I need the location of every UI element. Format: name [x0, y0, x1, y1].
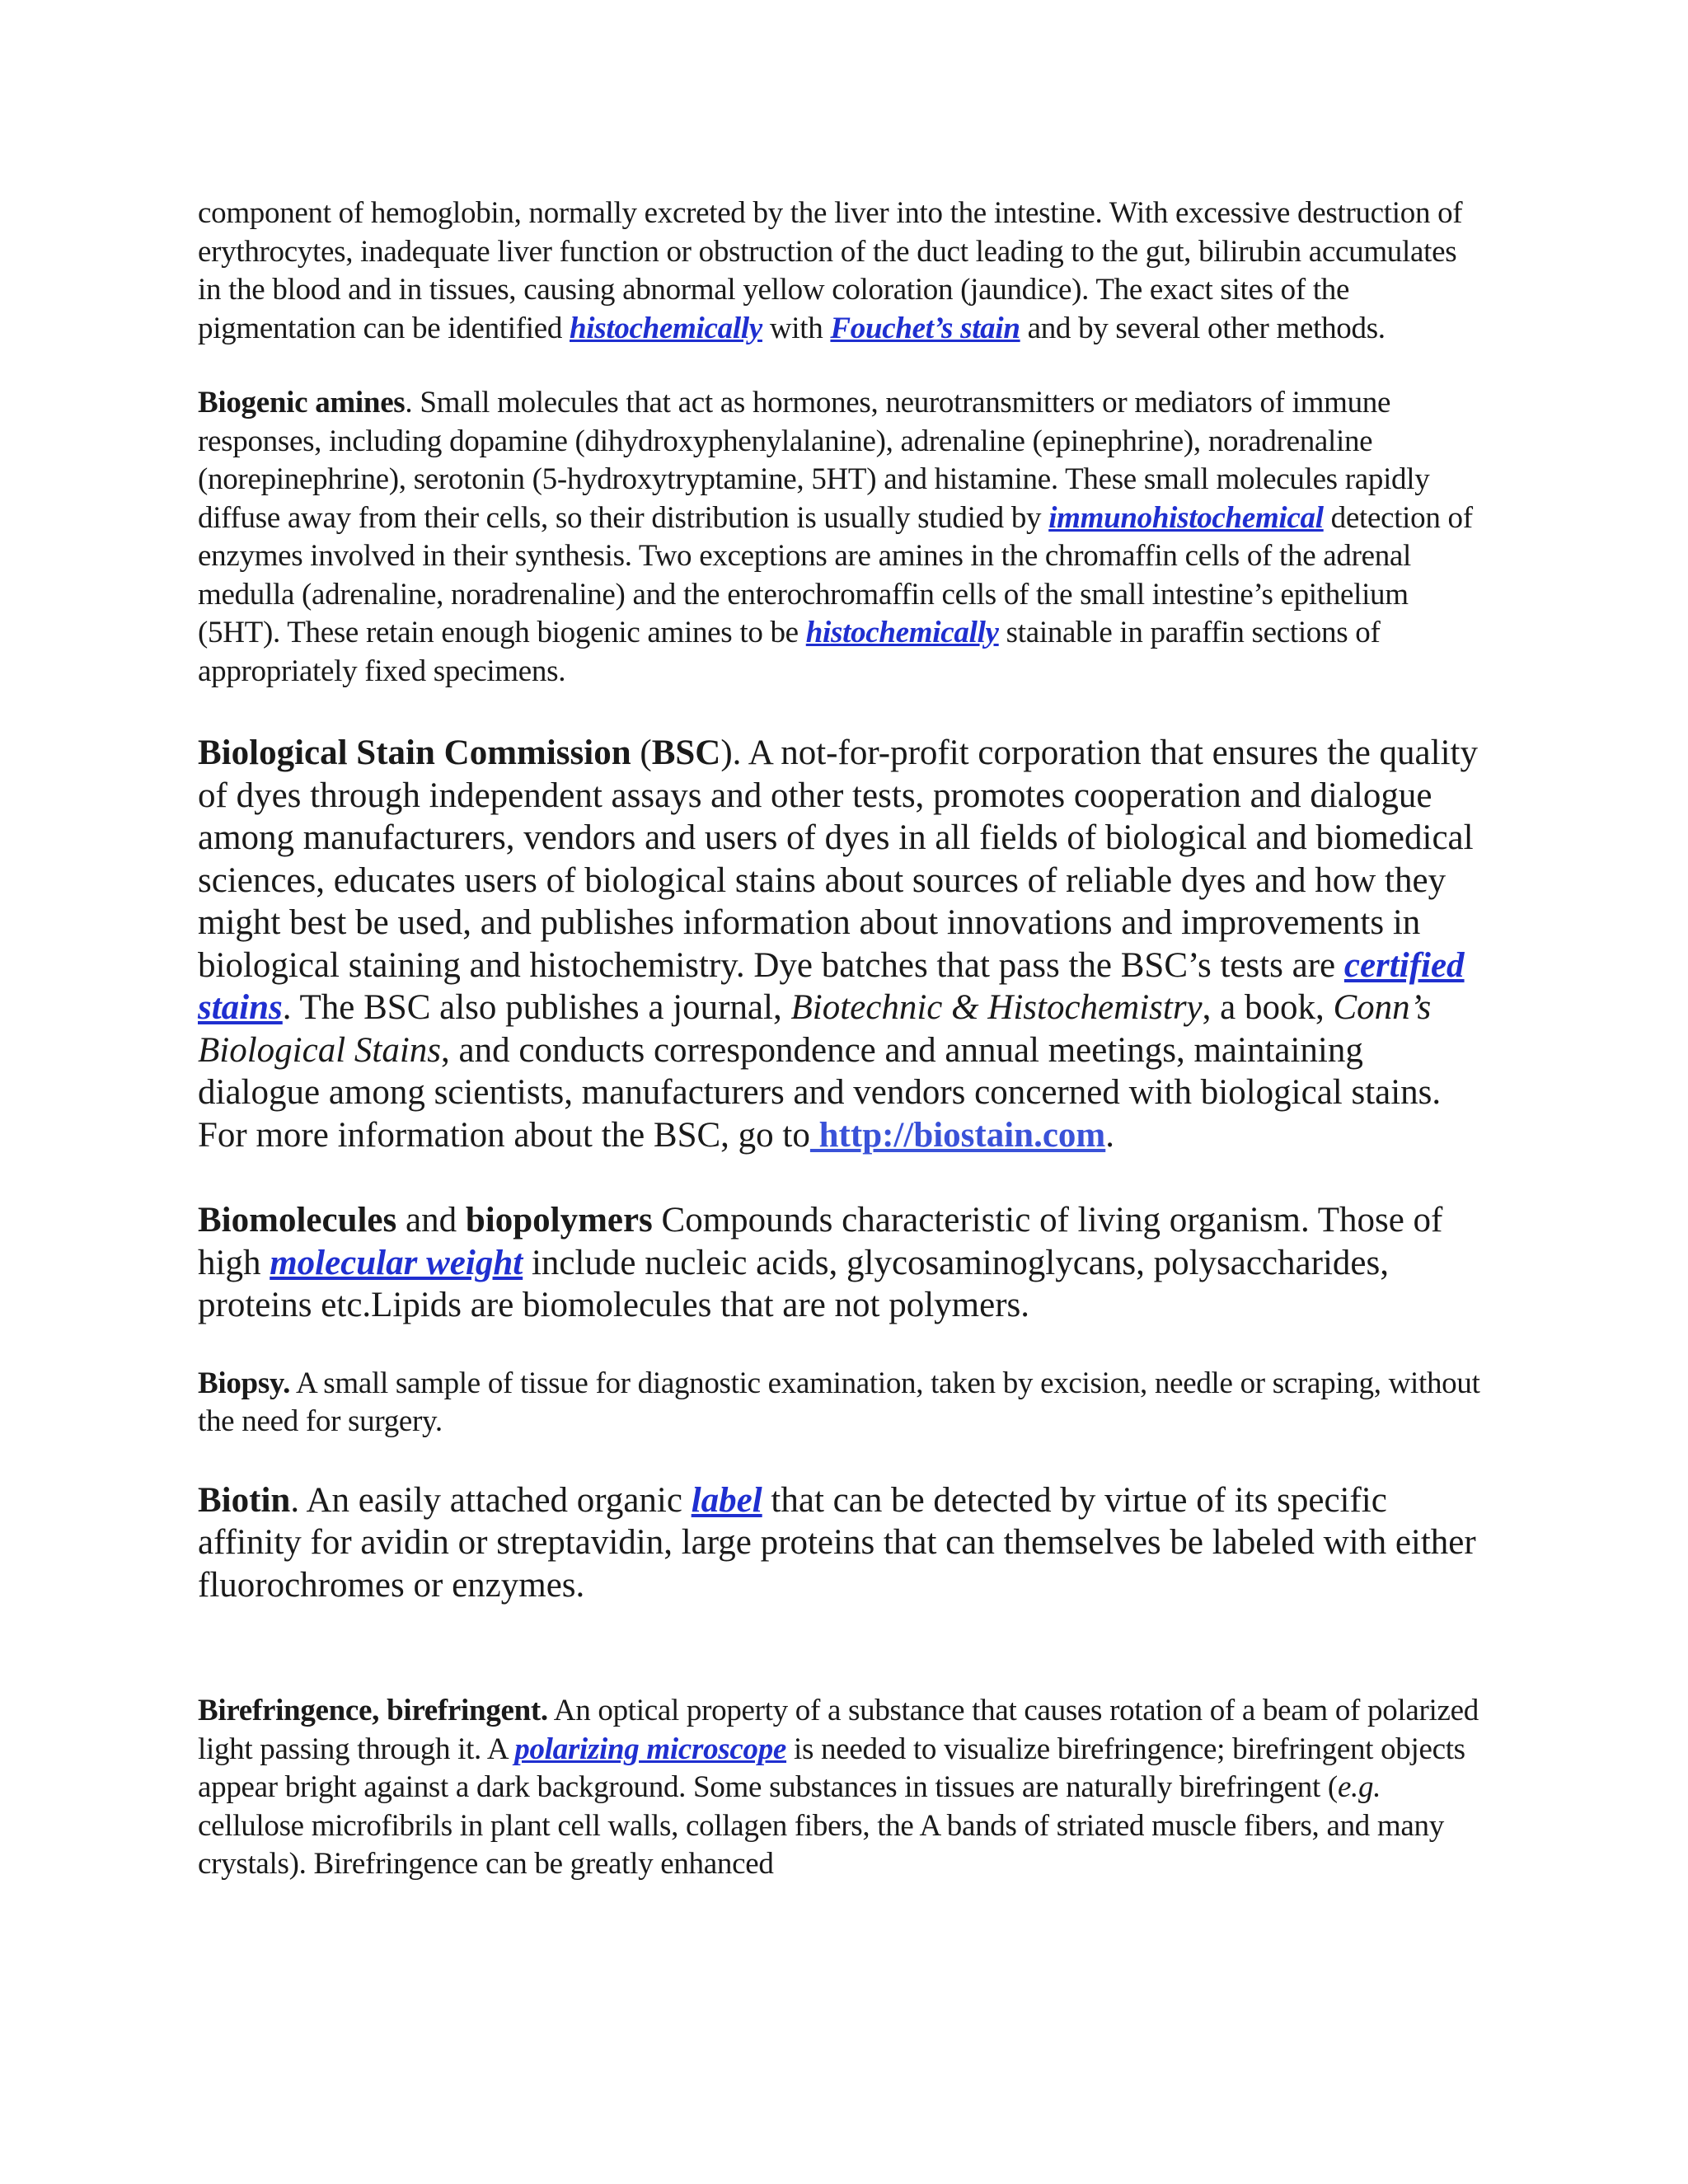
entry-text: detection of enzymes involved in their synthesis. Two exceptions are amines in the chromaffin cells of the adrenal medulla (adrenaline, noradrenaline) and the enterochromaffin cells of the small intestine’s epithelium (5HT). These retain enough biogenic amines to be [198, 500, 1473, 649]
link-immunohistochemical[interactable]: immunohistochemical [1048, 500, 1324, 535]
journal-title: Biotechnic & Histochemistry [790, 988, 1203, 1027]
link-certified-stains[interactable]: certified stains [198, 945, 1465, 1027]
term-biomolecules: Biomolecules [198, 1201, 397, 1240]
entry-text: . Small molecules that act as hormones, neurotransmitters or mediators of immune responses, including dopamine (dihydroxyphenylalanine), adrenaline (epinephrine), noradrenaline (norepinephrine), serotonin (5-hydroxytryptamine, 5HT) and histamine. These small molecules rapidly diffuse away from their cells, so their distribution is usually studied by [198, 386, 1430, 535]
link-molecular-weight[interactable]: molecular weight [270, 1243, 523, 1282]
entry-birefringence [198, 1692, 1484, 1884]
term-biotin: Biotin [198, 1480, 291, 1520]
entry-text: , a book, [1202, 988, 1334, 1027]
entry-text: and by several other methods. [1020, 311, 1386, 345]
link-label[interactable]: label [691, 1480, 762, 1520]
entry-text: Compounds characteristic of living organism. Those of high [198, 1201, 1443, 1282]
entry-text: . [1105, 1115, 1115, 1155]
entry-text: and [396, 1201, 466, 1240]
term-biopsy: Biopsy. [198, 1366, 291, 1400]
entry-biological-stain-commission [198, 732, 1484, 1156]
term-abbreviation: BSC [651, 733, 721, 772]
document-page [198, 194, 1484, 1884]
entry-text: ( [631, 733, 652, 772]
term-biogenic-amines: Biogenic amines [198, 386, 406, 419]
entry-text: cellulose microfibrils in plant cell walls, collagen fibers, the A bands of striated muscle fibers, and many crystals). Birefringence can be greatly enhanced [198, 1808, 1444, 1881]
entry-text: . An easily attached organic [290, 1480, 692, 1520]
entry-biopsy [198, 1365, 1484, 1441]
entry-text: component of hemoglobin, normally excreted by the liver into the intestine. With excessive destruction of erythrocytes, inadequate liver function or obstruction of the duct leading to the gut, bilirubin accumulates in the blood and in tissues, causing abnormal yellow coloration (jaundice). The exact sites of the pigmentation can be identified [198, 196, 1463, 345]
entry-text: . The BSC also publishes a journal, [282, 988, 791, 1027]
entry-biogenic-amines [198, 384, 1484, 691]
link-biostain-url[interactable]: http://biostain.com [809, 1115, 1106, 1155]
entry-biotin [198, 1479, 1484, 1607]
entry-biomolecules [198, 1199, 1484, 1327]
term-biopolymers: biopolymers [465, 1201, 653, 1240]
link-fouchets-stain[interactable]: Fouchet’s stain [830, 311, 1020, 345]
entry-text: An optical property of a substance that causes rotation of a beam of polarized light passing through it. A [198, 1694, 1479, 1766]
link-histochemically[interactable]: histochemically [805, 616, 999, 649]
entry-text: ). A not-for-profit corporation that ensures the quality of dyes through independent assays and other tests, promotes cooperation and dialogue among manufacturers, vendors and users of dyes in all fields of biological and biomedical sciences, educates users of biological stains about sources of reliable dyes and how they might best be used, and publishes information about innovations and improvements in biological staining and histochemistry. Dye batches that pass the BSC’s tests are [198, 733, 1478, 985]
entry-text: that can be detected by virtue of its specific affinity for avidin or streptavidin, large proteins that can themselves be labeled with either fluorochromes or enzymes. [198, 1480, 1476, 1605]
link-histochemically[interactable]: histochemically [570, 311, 762, 345]
link-polarizing-microscope[interactable]: polarizing microscope [514, 1732, 787, 1766]
entry-text: include nucleic acids, glycosaminoglycans, polysaccharides, proteins etc.Lipids are biomolecules that are not polymers. [198, 1243, 1389, 1324]
entry-text: with [762, 311, 831, 345]
entry-text: , and conducts correspondence and annual meetings, maintaining dialogue among scientists, manufacturers and vendors concerned with biological stains. For more information about the BSC, go to [198, 1030, 1442, 1155]
entry-text: A small sample of tissue for diagnostic examination, taken by excision, needle or scraping, without the need for surgery. [198, 1366, 1480, 1438]
entry-text: is needed to visualize birefringence; birefringent objects appear bright against a dark background. Some substances in tissues are naturally birefringent ( [198, 1732, 1465, 1804]
abbreviation-eg: e.g. [1337, 1770, 1381, 1804]
term-birefringence: Birefringence, birefringent. [198, 1694, 548, 1727]
entry-text: stainable in paraffin sections of appropriately fixed specimens. [198, 616, 1381, 688]
book-title: Conn’s Biological Stains [198, 988, 1432, 1070]
entry-bilirubin [198, 194, 1484, 348]
term-biological-stain-commission: Biological Stain Commission [198, 733, 631, 772]
